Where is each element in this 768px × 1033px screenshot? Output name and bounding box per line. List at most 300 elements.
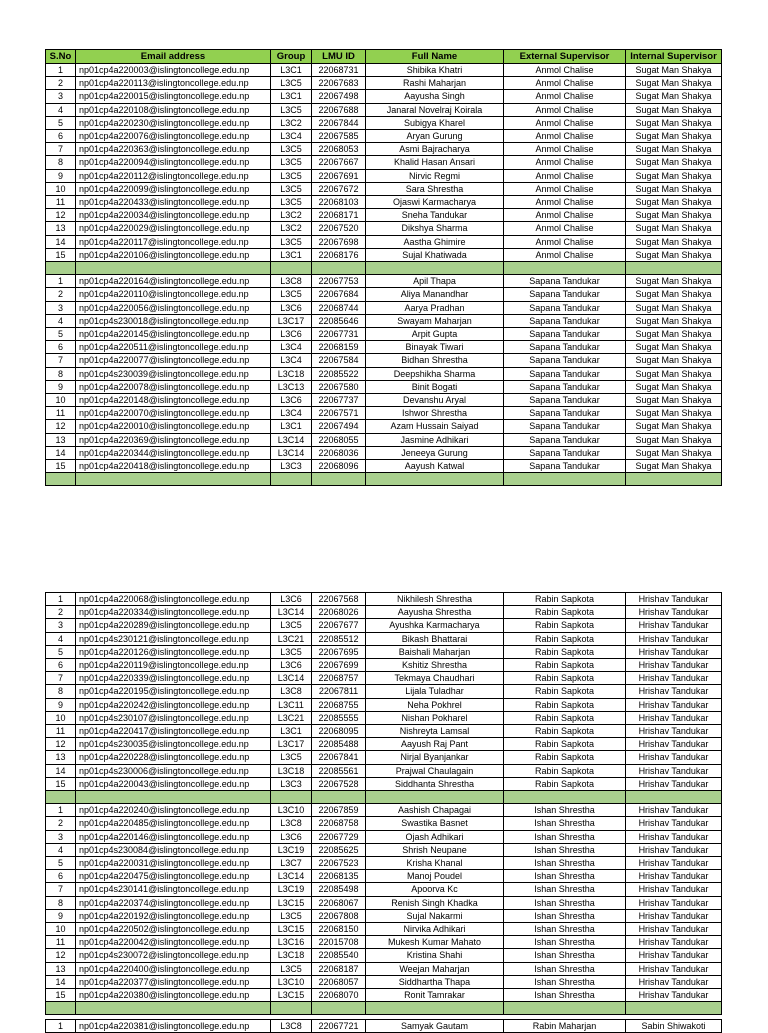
cell-external-supervisor: Ishan Shrestha — [504, 975, 626, 988]
cell-lmu-id: 22068055 — [312, 433, 366, 446]
table-row — [46, 182, 722, 195]
table-row — [46, 328, 722, 341]
cell-internal-supervisor: Hrishav Tandukar — [626, 975, 722, 988]
cell-external-supervisor: Rabin Sapkota — [504, 645, 626, 658]
cell-external-supervisor: Anmol Chalise — [504, 90, 626, 103]
cell-group: L3C15 — [271, 989, 312, 1002]
cell-lmu-id: 22068755 — [312, 698, 366, 711]
cell-sno: 5 — [46, 116, 76, 129]
cell-external-supervisor: Rabin Sapkota — [504, 751, 626, 764]
cell-external-supervisor: Ishan Shrestha — [504, 962, 626, 975]
cell-email: np01cp4a220164@islingtoncollege.edu.np — [76, 275, 271, 288]
cell-email: np01cp4a220146@islingtoncollege.edu.np — [76, 830, 271, 843]
cell-external-supervisor: Anmol Chalise — [504, 77, 626, 90]
cell-sno: 13 — [46, 222, 76, 235]
cell-internal-supervisor: Hrishav Tandukar — [626, 870, 722, 883]
cell-lmu-id: 22015708 — [312, 936, 366, 949]
cell-email: np01cp4a220031@islingtoncollege.edu.np — [76, 857, 271, 870]
cell-full-name: Sneha Tandukar — [366, 209, 504, 222]
cell-group: L3C3 — [271, 460, 312, 473]
cell-external-supervisor: Ishan Shrestha — [504, 857, 626, 870]
cell-sno: 1 — [46, 804, 76, 817]
cell-lmu-id: 22068026 — [312, 606, 366, 619]
cell-sno: 8 — [46, 685, 76, 698]
cell-internal-supervisor: Hrishav Tandukar — [626, 817, 722, 830]
table-row — [46, 857, 722, 870]
table-row — [46, 949, 722, 962]
cell-full-name: Binayak Tiwari — [366, 341, 504, 354]
cell-lmu-id: 22085555 — [312, 711, 366, 724]
cell-full-name: Ojash Adhikari — [366, 830, 504, 843]
cell-group: L3C15 — [271, 923, 312, 936]
cell-email: np01cp4a220289@islingtoncollege.edu.np — [76, 619, 271, 632]
cell-sno: 5 — [46, 328, 76, 341]
cell-group: L3C10 — [271, 975, 312, 988]
cell-sno: 12 — [46, 949, 76, 962]
cell-external-supervisor: Anmol Chalise — [504, 196, 626, 209]
student-table-1 — [45, 49, 722, 486]
cell-full-name: Sara Shrestha — [366, 182, 504, 195]
separator-cell — [271, 262, 312, 275]
cell-external-supervisor: Anmol Chalise — [504, 182, 626, 195]
cell-email: np01cp4a220400@islingtoncollege.edu.np — [76, 962, 271, 975]
cell-lmu-id: 22067698 — [312, 235, 366, 248]
cell-sno: 2 — [46, 606, 76, 619]
cell-internal-supervisor: Hrishav Tandukar — [626, 923, 722, 936]
cell-full-name: Janaral Novelraj Koirala — [366, 103, 504, 116]
cell-lmu-id: 22067811 — [312, 685, 366, 698]
cell-full-name: Nishan Pokharel — [366, 711, 504, 724]
separator-cell — [76, 262, 271, 275]
cell-group: L3C6 — [271, 593, 312, 606]
cell-email: np01cp4a220502@islingtoncollege.edu.np — [76, 923, 271, 936]
cell-lmu-id: 22067528 — [312, 777, 366, 790]
separator-cell — [76, 473, 271, 486]
cell-sno: 5 — [46, 645, 76, 658]
cell-lmu-id: 22068067 — [312, 896, 366, 909]
table-row — [46, 275, 722, 288]
cell-sno: 2 — [46, 288, 76, 301]
cell-full-name: Ojaswi Karmacharya — [366, 196, 504, 209]
cell-lmu-id: 22068095 — [312, 725, 366, 738]
cell-internal-supervisor: Sugat Man Shakya — [626, 328, 722, 341]
cell-full-name: Dikshya Sharma — [366, 222, 504, 235]
cell-internal-supervisor: Sugat Man Shakya — [626, 367, 722, 380]
table-row — [46, 698, 722, 711]
cell-external-supervisor: Rabin Sapkota — [504, 672, 626, 685]
cell-internal-supervisor: Hrishav Tandukar — [626, 896, 722, 909]
separator-cell — [312, 791, 366, 804]
cell-external-supervisor: Ishan Shrestha — [504, 909, 626, 922]
cell-lmu-id: 22068096 — [312, 460, 366, 473]
student-table-2 — [45, 592, 722, 1015]
cell-internal-supervisor: Sugat Man Shakya — [626, 235, 722, 248]
cell-external-supervisor: Rabin Sapkota — [504, 619, 626, 632]
cell-email: np01cp4a220112@islingtoncollege.edu.np — [76, 169, 271, 182]
table-row — [46, 341, 722, 354]
cell-sno: 11 — [46, 725, 76, 738]
cell-sno: 14 — [46, 764, 76, 777]
cell-group: L3C8 — [271, 1020, 312, 1033]
separator-cell — [504, 262, 626, 275]
cell-group: L3C5 — [271, 619, 312, 632]
cell-lmu-id: 22068053 — [312, 143, 366, 156]
cell-external-supervisor: Sapana Tandukar — [504, 433, 626, 446]
cell-email: np01cp4a220117@islingtoncollege.edu.np — [76, 235, 271, 248]
cell-email: np01cp4a220113@islingtoncollege.edu.np — [76, 77, 271, 90]
cell-internal-supervisor: Hrishav Tandukar — [626, 711, 722, 724]
cell-email: np01cp4a220475@islingtoncollege.edu.np — [76, 870, 271, 883]
cell-full-name: Siddhanta Shrestha — [366, 777, 504, 790]
cell-group: L3C6 — [271, 659, 312, 672]
cell-external-supervisor: Ishan Shrestha — [504, 843, 626, 856]
cell-full-name: Aayusha Shrestha — [366, 606, 504, 619]
cell-internal-supervisor: Sugat Man Shakya — [626, 314, 722, 327]
cell-external-supervisor: Anmol Chalise — [504, 169, 626, 182]
cell-group: L3C6 — [271, 394, 312, 407]
cell-email: np01cp4a220192@islingtoncollege.edu.np — [76, 909, 271, 922]
cell-group: L3C1 — [271, 725, 312, 738]
cell-group: L3C3 — [271, 777, 312, 790]
cell-email: np01cp4a220119@islingtoncollege.edu.np — [76, 659, 271, 672]
cell-internal-supervisor: Sugat Man Shakya — [626, 169, 722, 182]
cell-full-name: Neha Pokhrel — [366, 698, 504, 711]
group-separator-row — [46, 791, 722, 804]
cell-group: L3C4 — [271, 341, 312, 354]
cell-sno: 4 — [46, 843, 76, 856]
separator-cell — [366, 262, 504, 275]
cell-group: L3C5 — [271, 77, 312, 90]
cell-email: np01cp4s230035@islingtoncollege.edu.np — [76, 738, 271, 751]
cell-group: L3C14 — [271, 672, 312, 685]
cell-internal-supervisor: Sugat Man Shakya — [626, 64, 722, 77]
cell-sno: 11 — [46, 196, 76, 209]
cell-internal-supervisor: Sugat Man Shakya — [626, 407, 722, 420]
cell-internal-supervisor: Sugat Man Shakya — [626, 341, 722, 354]
cell-external-supervisor: Sapana Tandukar — [504, 446, 626, 459]
cell-email: np01cp4a220034@islingtoncollege.edu.np — [76, 209, 271, 222]
cell-lmu-id: 22085498 — [312, 883, 366, 896]
table-row — [46, 1020, 722, 1033]
cell-sno: 2 — [46, 817, 76, 830]
cell-external-supervisor: Anmol Chalise — [504, 116, 626, 129]
separator-cell — [76, 791, 271, 804]
cell-email: np01cp4s230107@islingtoncollege.edu.np — [76, 711, 271, 724]
cell-lmu-id: 22067844 — [312, 116, 366, 129]
cell-lmu-id: 22067729 — [312, 830, 366, 843]
cell-sno: 1 — [46, 275, 76, 288]
table-row — [46, 989, 722, 1002]
cell-full-name: Nirvic Regmi — [366, 169, 504, 182]
table-row — [46, 817, 722, 830]
table-row — [46, 777, 722, 790]
cell-group: L3C7 — [271, 857, 312, 870]
table-row — [46, 632, 722, 645]
table-row — [46, 77, 722, 90]
table-row — [46, 685, 722, 698]
cell-group: L3C1 — [271, 420, 312, 433]
cell-lmu-id: 22085540 — [312, 949, 366, 962]
cell-lmu-id: 22067699 — [312, 659, 366, 672]
cell-lmu-id: 22085646 — [312, 314, 366, 327]
header-external-supervisor: External Supervisor — [504, 50, 626, 64]
cell-lmu-id: 22067494 — [312, 420, 366, 433]
cell-internal-supervisor: Hrishav Tandukar — [626, 883, 722, 896]
cell-full-name: Nirjal Byanjankar — [366, 751, 504, 764]
cell-email: np01cp4a220230@islingtoncollege.edu.np — [76, 116, 271, 129]
cell-sno: 12 — [46, 420, 76, 433]
cell-group: L3C15 — [271, 896, 312, 909]
cell-lmu-id: 22067523 — [312, 857, 366, 870]
cell-sno: 7 — [46, 883, 76, 896]
cell-full-name: Jeneeya Gurung — [366, 446, 504, 459]
cell-full-name: Nirvika Adhikari — [366, 923, 504, 936]
cell-internal-supervisor: Hrishav Tandukar — [626, 989, 722, 1002]
cell-external-supervisor: Rabin Sapkota — [504, 606, 626, 619]
separator-cell — [366, 791, 504, 804]
cell-external-supervisor: Ishan Shrestha — [504, 883, 626, 896]
cell-external-supervisor: Rabin Sapkota — [504, 698, 626, 711]
separator-cell — [271, 473, 312, 486]
cell-sno: 9 — [46, 380, 76, 393]
table-row — [46, 169, 722, 182]
cell-lmu-id: 22068159 — [312, 341, 366, 354]
cell-group: L3C5 — [271, 156, 312, 169]
cell-full-name: Ishwor Shrestha — [366, 407, 504, 420]
cell-internal-supervisor: Hrishav Tandukar — [626, 804, 722, 817]
table-row — [46, 380, 722, 393]
table-row — [46, 764, 722, 777]
table-row — [46, 923, 722, 936]
separator-cell — [46, 1002, 76, 1015]
cell-email: np01cp4a220003@islingtoncollege.edu.np — [76, 64, 271, 77]
cell-external-supervisor: Anmol Chalise — [504, 222, 626, 235]
cell-sno: 13 — [46, 751, 76, 764]
table-row — [46, 672, 722, 685]
cell-group: L3C14 — [271, 433, 312, 446]
cell-full-name: Renish Singh Khadka — [366, 896, 504, 909]
cell-group: L3C14 — [271, 606, 312, 619]
cell-external-supervisor: Sapana Tandukar — [504, 420, 626, 433]
cell-internal-supervisor: Hrishav Tandukar — [626, 909, 722, 922]
table-row — [46, 738, 722, 751]
cell-external-supervisor: Sapana Tandukar — [504, 288, 626, 301]
cell-external-supervisor: Rabin Sapkota — [504, 777, 626, 790]
cell-email: np01cp4a220374@islingtoncollege.edu.np — [76, 896, 271, 909]
cell-internal-supervisor: Hrishav Tandukar — [626, 962, 722, 975]
cell-full-name: Ronit Tamrakar — [366, 989, 504, 1002]
cell-sno: 14 — [46, 235, 76, 248]
cell-sno: 11 — [46, 936, 76, 949]
cell-external-supervisor: Sapana Tandukar — [504, 314, 626, 327]
table-row — [46, 804, 722, 817]
cell-sno: 3 — [46, 619, 76, 632]
table-row — [46, 751, 722, 764]
cell-full-name: Swayam Maharjan — [366, 314, 504, 327]
cell-full-name: Aliya Manandhar — [366, 288, 504, 301]
cell-group: L3C18 — [271, 764, 312, 777]
cell-group: L3C4 — [271, 130, 312, 143]
cell-email: np01cp4s230039@islingtoncollege.edu.np — [76, 367, 271, 380]
cell-full-name: Siddhartha Thapa — [366, 975, 504, 988]
table-row — [46, 156, 722, 169]
cell-group: L3C17 — [271, 738, 312, 751]
cell-group: L3C5 — [271, 235, 312, 248]
cell-lmu-id: 22068171 — [312, 209, 366, 222]
cell-lmu-id: 22067585 — [312, 130, 366, 143]
table-row — [46, 209, 722, 222]
student-table-3 — [45, 1019, 722, 1033]
table-row — [46, 64, 722, 77]
cell-external-supervisor: Anmol Chalise — [504, 143, 626, 156]
cell-full-name: Samyak Gautam — [366, 1020, 504, 1033]
cell-email: np01cp4s230006@islingtoncollege.edu.np — [76, 764, 271, 777]
separator-cell — [46, 262, 76, 275]
cell-group: L3C18 — [271, 949, 312, 962]
cell-lmu-id: 22067520 — [312, 222, 366, 235]
cell-internal-supervisor: Sugat Man Shakya — [626, 420, 722, 433]
cell-sno: 8 — [46, 367, 76, 380]
cell-group: L3C5 — [271, 909, 312, 922]
cell-full-name: Sujal Khatiwada — [366, 248, 504, 261]
cell-internal-supervisor: Sugat Man Shakya — [626, 143, 722, 156]
cell-sno: 6 — [46, 870, 76, 883]
cell-sno: 9 — [46, 698, 76, 711]
cell-email: np01cp4a220377@islingtoncollege.edu.np — [76, 975, 271, 988]
cell-sno: 15 — [46, 989, 76, 1002]
cell-internal-supervisor: Hrishav Tandukar — [626, 606, 722, 619]
cell-full-name: Aashish Chapagai — [366, 804, 504, 817]
cell-lmu-id: 22067667 — [312, 156, 366, 169]
cell-group: L3C6 — [271, 328, 312, 341]
cell-group: L3C5 — [271, 645, 312, 658]
cell-group: L3C11 — [271, 698, 312, 711]
cell-external-supervisor: Rabin Sapkota — [504, 725, 626, 738]
cell-external-supervisor: Sapana Tandukar — [504, 341, 626, 354]
cell-group: L3C4 — [271, 407, 312, 420]
separator-cell — [312, 473, 366, 486]
separator-cell — [46, 473, 76, 486]
cell-lmu-id: 22067691 — [312, 169, 366, 182]
cell-internal-supervisor: Hrishav Tandukar — [626, 764, 722, 777]
cell-lmu-id: 22068036 — [312, 446, 366, 459]
cell-sno: 9 — [46, 169, 76, 182]
cell-lmu-id: 22068150 — [312, 923, 366, 936]
cell-internal-supervisor: Sugat Man Shakya — [626, 288, 722, 301]
cell-email: np01cp4a220433@islingtoncollege.edu.np — [76, 196, 271, 209]
cell-email: np01cp4a220242@islingtoncollege.edu.np — [76, 698, 271, 711]
cell-external-supervisor: Sapana Tandukar — [504, 380, 626, 393]
cell-sno: 5 — [46, 857, 76, 870]
cell-internal-supervisor: Sugat Man Shakya — [626, 182, 722, 195]
separator-cell — [271, 1002, 312, 1015]
cell-lmu-id: 22085625 — [312, 843, 366, 856]
cell-internal-supervisor: Sugat Man Shakya — [626, 394, 722, 407]
cell-email: np01cp4s230084@islingtoncollege.edu.np — [76, 843, 271, 856]
cell-full-name: Aryan Gurung — [366, 130, 504, 143]
cell-full-name: Deepshikha Sharma — [366, 367, 504, 380]
separator-cell — [626, 791, 722, 804]
cell-email: np01cp4a220363@islingtoncollege.edu.np — [76, 143, 271, 156]
cell-internal-supervisor: Sugat Man Shakya — [626, 248, 722, 261]
cell-internal-supervisor: Hrishav Tandukar — [626, 645, 722, 658]
cell-email: np01cp4s230072@islingtoncollege.edu.np — [76, 949, 271, 962]
table-row — [46, 394, 722, 407]
cell-full-name: Devanshu Aryal — [366, 394, 504, 407]
cell-full-name: Apil Thapa — [366, 275, 504, 288]
cell-lmu-id: 22067568 — [312, 593, 366, 606]
separator-cell — [626, 1002, 722, 1015]
cell-full-name: Jasmine Adhikari — [366, 433, 504, 446]
cell-full-name: Weejan Maharjan — [366, 962, 504, 975]
table-row — [46, 367, 722, 380]
cell-sno: 1 — [46, 1020, 76, 1033]
cell-email: np01cp4a220334@islingtoncollege.edu.np — [76, 606, 271, 619]
cell-sno: 12 — [46, 738, 76, 751]
cell-sno: 1 — [46, 64, 76, 77]
table-row — [46, 222, 722, 235]
group-separator-row — [46, 473, 722, 486]
table-row — [46, 659, 722, 672]
cell-email: np01cp4a220056@islingtoncollege.edu.np — [76, 301, 271, 314]
table-row — [46, 314, 722, 327]
cell-email: np01cp4a220094@islingtoncollege.edu.np — [76, 156, 271, 169]
cell-group: L3C1 — [271, 248, 312, 261]
cell-full-name: Swastika Basnet — [366, 817, 504, 830]
cell-internal-supervisor: Sugat Man Shakya — [626, 446, 722, 459]
cell-sno: 3 — [46, 830, 76, 843]
cell-full-name: Nishreyta Lamsal — [366, 725, 504, 738]
cell-lmu-id: 22068135 — [312, 870, 366, 883]
separator-cell — [366, 473, 504, 486]
cell-internal-supervisor: Hrishav Tandukar — [626, 619, 722, 632]
cell-sno: 13 — [46, 433, 76, 446]
cell-sno: 6 — [46, 341, 76, 354]
cell-internal-supervisor: Hrishav Tandukar — [626, 672, 722, 685]
cell-full-name: Khalid Hasan Ansari — [366, 156, 504, 169]
table-row — [46, 103, 722, 116]
cell-group: L3C10 — [271, 804, 312, 817]
cell-group: L3C8 — [271, 817, 312, 830]
cell-external-supervisor: Anmol Chalise — [504, 64, 626, 77]
cell-full-name: Bikash Bhattarai — [366, 632, 504, 645]
cell-full-name: Manoj Poudel — [366, 870, 504, 883]
cell-email: np01cp4a220068@islingtoncollege.edu.np — [76, 593, 271, 606]
table-row — [46, 711, 722, 724]
cell-lmu-id: 22067859 — [312, 804, 366, 817]
cell-internal-supervisor: Hrishav Tandukar — [626, 725, 722, 738]
cell-lmu-id: 22068758 — [312, 817, 366, 830]
table-row — [46, 883, 722, 896]
cell-internal-supervisor: Sugat Man Shakya — [626, 380, 722, 393]
cell-email: np01cp4a220148@islingtoncollege.edu.np — [76, 394, 271, 407]
cell-sno: 11 — [46, 407, 76, 420]
cell-full-name: Tekmaya Chaudhari — [366, 672, 504, 685]
cell-external-supervisor: Sapana Tandukar — [504, 328, 626, 341]
cell-internal-supervisor: Hrishav Tandukar — [626, 593, 722, 606]
cell-external-supervisor: Ishan Shrestha — [504, 870, 626, 883]
cell-full-name: Rashi Maharjan — [366, 77, 504, 90]
cell-lmu-id: 22067580 — [312, 380, 366, 393]
cell-external-supervisor: Anmol Chalise — [504, 103, 626, 116]
cell-lmu-id: 22067584 — [312, 354, 366, 367]
cell-external-supervisor: Rabin Sapkota — [504, 764, 626, 777]
table-row — [46, 936, 722, 949]
cell-group: L3C4 — [271, 354, 312, 367]
group-separator-row — [46, 1002, 722, 1015]
table-row — [46, 433, 722, 446]
table-row — [46, 843, 722, 856]
